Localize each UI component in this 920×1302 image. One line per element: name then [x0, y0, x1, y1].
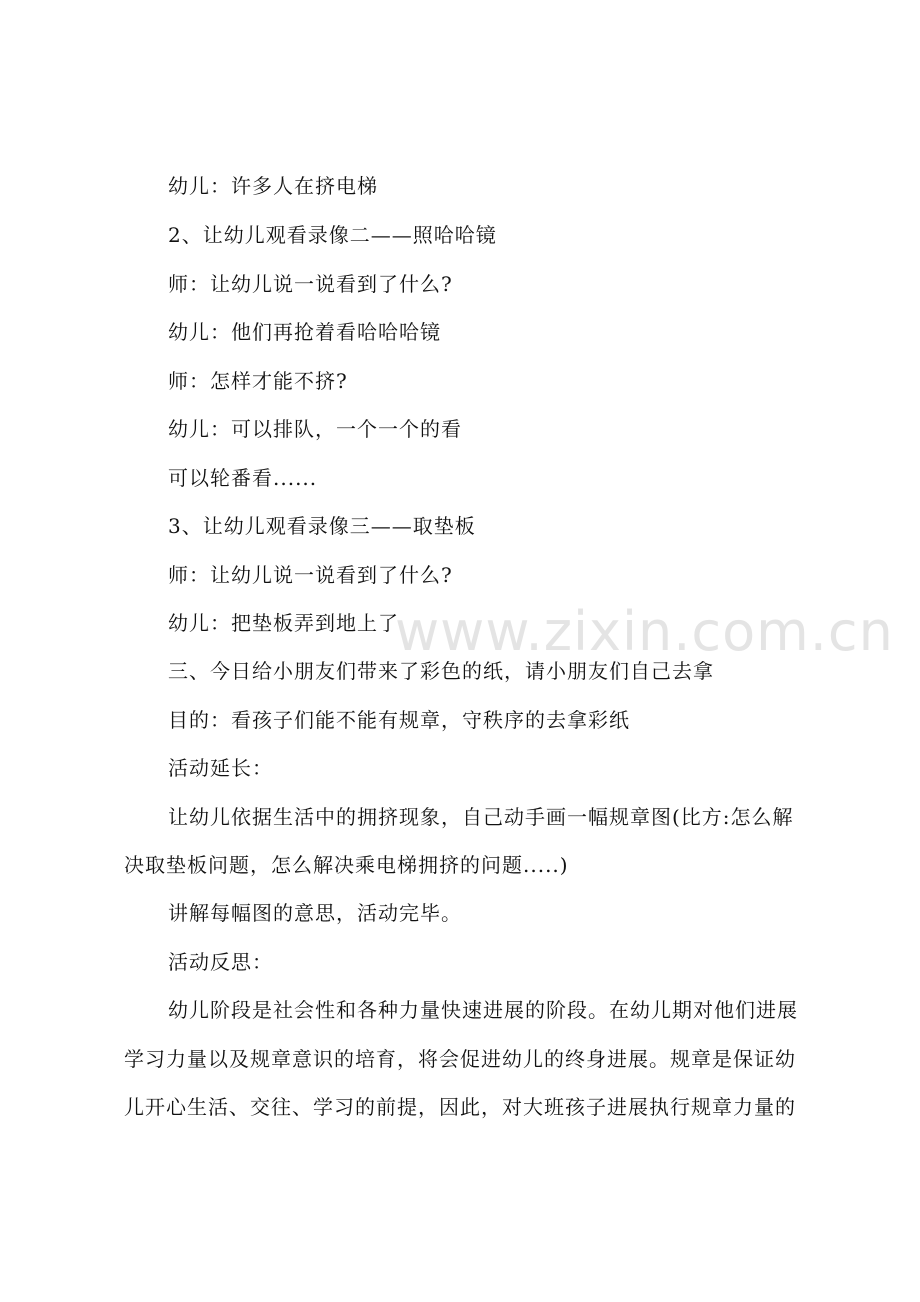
- text-line: 幼儿阶段是社会性和各种力量快速进展的阶段。在幼儿期对他们进展: [168, 998, 798, 1022]
- text-line: 幼儿：许多人在挤电梯: [168, 174, 378, 198]
- text-line: 学习力量以及规章意识的培育，将会促进幼儿的终身进展。规章是保证幼: [124, 1047, 796, 1071]
- section-heading: 活动延长：: [168, 756, 273, 780]
- section-heading: 活动反思：: [168, 950, 273, 974]
- text-line: 师：让幼儿说一说看到了什么?: [168, 563, 453, 587]
- text-line: 可以轮番看......: [168, 466, 318, 490]
- text-line: 决取垫板问题，怎么解决乘电梯拥挤的问题.....): [124, 853, 569, 877]
- watermark: www.zixin.com.cn: [395, 600, 894, 663]
- text-line: 儿开心生活、交往、学习的前提，因此，对大班孩子进展执行规章力量的: [124, 1095, 796, 1119]
- text-line: 幼儿：可以排队，一个一个的看: [168, 417, 462, 441]
- text-line: 让幼儿依据生活中的拥挤现象，自己动手画一幅规章图(比方:怎么解: [168, 805, 794, 829]
- text-line: 师：让幼儿说一说看到了什么?: [168, 272, 453, 296]
- text-line: 2、让幼儿观看录像二——照哈哈镜: [168, 223, 497, 247]
- text-line: 师：怎样才能不挤?: [168, 369, 348, 393]
- text-line: 讲解每幅图的意思，活动完毕。: [168, 901, 462, 925]
- text-line: 目的：看孩子们能不能有规章，守秩序的去拿彩纸: [168, 708, 630, 732]
- text-line: 幼儿：把垫板弄到地上了: [168, 611, 399, 635]
- text-line: 三、今日给小朋友们带来了彩色的纸，请小朋友们自己去拿: [168, 659, 714, 683]
- text-line: 幼儿：他们再抢着看哈哈哈镜: [168, 320, 441, 344]
- text-line: 3、让幼儿观看录像三——取垫板: [168, 514, 476, 538]
